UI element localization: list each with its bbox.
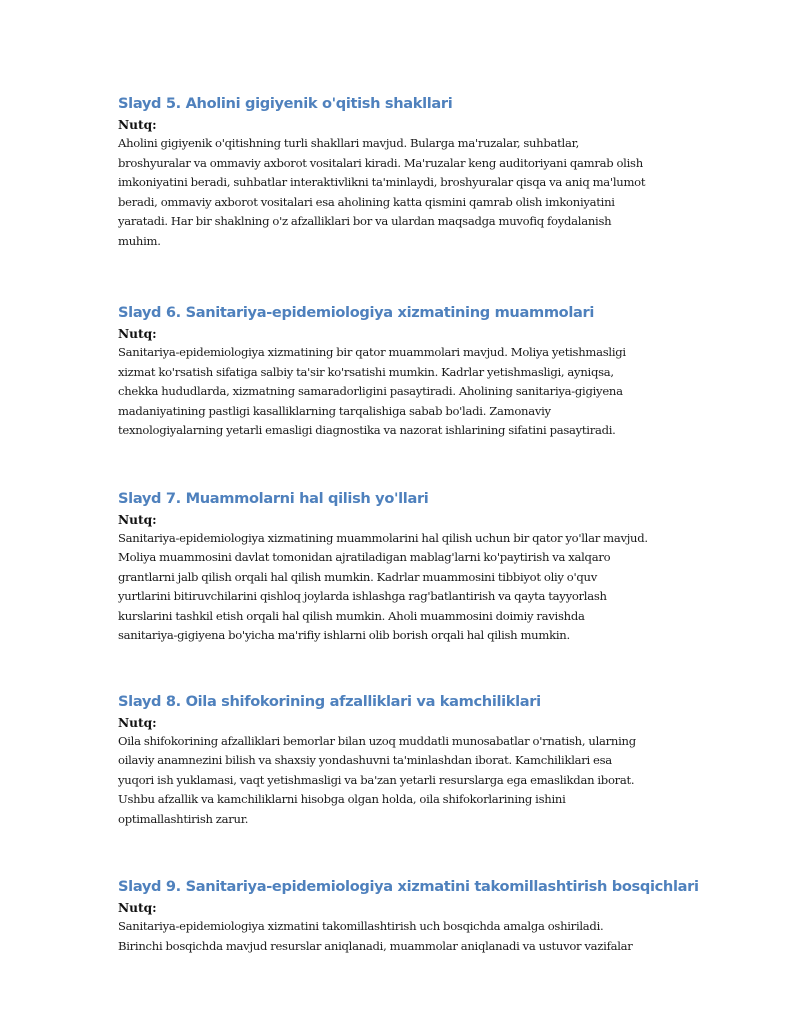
slide-8-heading: Slayd 8. Oila shifokorining afzalliklari va kamchiliklari xyxy=(118,692,541,710)
paragraph-line: oilaviy anamnezini bilish va shaxsiy yondashuvni ta'minlashdan iborat. Kamchiliklari esa xyxy=(118,753,612,767)
paragraph-line: Sanitariya-epidemiologiya xizmatining bir qator muammolari mavjud. Moliya yetishmasligi xyxy=(118,345,626,359)
slide-8-section xyxy=(118,690,693,830)
slide-6-paragraph xyxy=(118,343,693,441)
paragraph-line: yaratadi. Har bir shaklning o'z afzalliklari bor va ulardan maqsadga muvofiq foydalanish xyxy=(118,214,612,228)
slide-7-paragraph xyxy=(118,529,693,646)
slide-8-paragraph xyxy=(118,732,693,830)
slide-9-heading: Slayd 9. Sanitariya-epidemiologiya xizmatini takomillashtirish bosqichlari xyxy=(118,878,699,895)
paragraph-line: Oila shifokorining afzalliklari bemorlar bilan uzoq muddatli munosabatlar o'rnatish, ularning xyxy=(118,733,636,748)
paragraph-line: imkoniyatini beradi, suhbatlar interaktivlikni ta'minlaydi, broshyuralar qisqa va aniq ma'lumot xyxy=(118,175,646,189)
slide-7-speech-label: Nutq: xyxy=(118,512,157,527)
paragraph-line: yurtlarini bitiruvchilarini qishloq joylarda ishlashga rag'batlantirish va qayta tayyorlash xyxy=(118,589,607,603)
slide-5-speech-label: Nutq: xyxy=(118,118,157,132)
paragraph-line: Ushbu afzallik va kamchiliklarni hisobga olgan holda, oila shifokorlarining ishini xyxy=(118,792,566,806)
slide-9-section xyxy=(118,875,699,956)
slide-5-paragraph xyxy=(118,134,693,251)
paragraph-line: yuqori ish yuklamasi, vaqt yetishmasligi va ba'zan yetarli resurslarga ega emaslikdan iborat. xyxy=(118,772,635,787)
paragraph-line: optimallashtirish zarur. xyxy=(118,811,249,826)
slide-9-speech-label: Nutq: xyxy=(118,901,157,915)
paragraph-line: texnologiyalarning yetarli emasligi diagnostika va nazorat ishlarining sifatini pasaytiradi. xyxy=(118,423,616,437)
paragraph-line: Sanitariya-epidemiologiya xizmatini takomillashtirish uch bosqichda amalga oshiriladi. xyxy=(118,919,604,933)
slide-6-speech-label: Nutq: xyxy=(118,327,157,341)
slide-5-heading: Slayd 5. Aholini gigiyenik o'qitish shakllari xyxy=(118,95,453,112)
slide-9-paragraph xyxy=(118,917,693,956)
paragraph-line: Birinchi bosqichda mavjud resurslar aniqlanadi, muammolar aniqlanadi va ustuvor vazifalar xyxy=(118,938,633,953)
paragraph-line: kurslarini tashkil etish orqali hal qilish mumkin. Aholi muammosini doimiy ravishda xyxy=(118,608,585,623)
paragraph-line: madaniyatining pastligi kasalliklarning tarqalishiga sabab bo'ladi. Zamonaviy xyxy=(118,403,551,418)
slide-6-section xyxy=(118,301,693,441)
paragraph-line: sanitariya-gigiyena bo'yicha ma'rifiy ishlarni olib borish orqali hal qilish mumkin. xyxy=(118,628,570,642)
slide-6-heading: Slayd 6. Sanitariya-epidemiologiya xizmatining muammolari xyxy=(118,304,595,321)
paragraph-line: grantlarni jalb qilish orqali hal qilish mumkin. Kadrlar muammosini tibbiyot oliy o'quv xyxy=(118,569,598,584)
slide-7-heading: Slayd 7. Muammolarni hal qilish yo'llari xyxy=(118,489,429,507)
paragraph-line: muhim. xyxy=(118,233,161,248)
paragraph-line: Moliya muammosini davlat tomonidan ajratiladigan mablag'larni ko'paytirish va xalqaro xyxy=(118,550,611,564)
paragraph-line: Aholini gigiyenik o'qitishning turli shakllari mavjud. Bularga ma'ruzalar, suhbatlar, xyxy=(118,136,579,150)
slide-5-section xyxy=(118,92,693,251)
paragraph-line: beradi, ommaviy axborot vositalari esa aholining katta qismini qamrab olish imkoniyatini xyxy=(118,194,615,209)
paragraph-line: xizmat ko'rsatish sifatiga salbiy ta'sir ko'rsatishi mumkin. Kadrlar yetishmasligi, ayniqsa, xyxy=(118,364,614,379)
slide-7-section xyxy=(118,487,693,646)
paragraph-line: Sanitariya-epidemiologiya xizmatining muammolarini hal qilish uchun bir qator yo'llar mavjud. xyxy=(118,530,648,545)
paragraph-line: broshyuralar va ommaviy axborot vositalari kiradi. Ma'ruzalar keng auditoriyani qamrab olish xyxy=(118,155,643,170)
paragraph-line: chekka hududlarda, xizmatning samaradorligini pasaytiradi. Aholining sanitariya-gigiyena xyxy=(118,384,623,398)
slide-8-speech-label: Nutq: xyxy=(118,715,157,730)
document-content xyxy=(118,92,699,956)
